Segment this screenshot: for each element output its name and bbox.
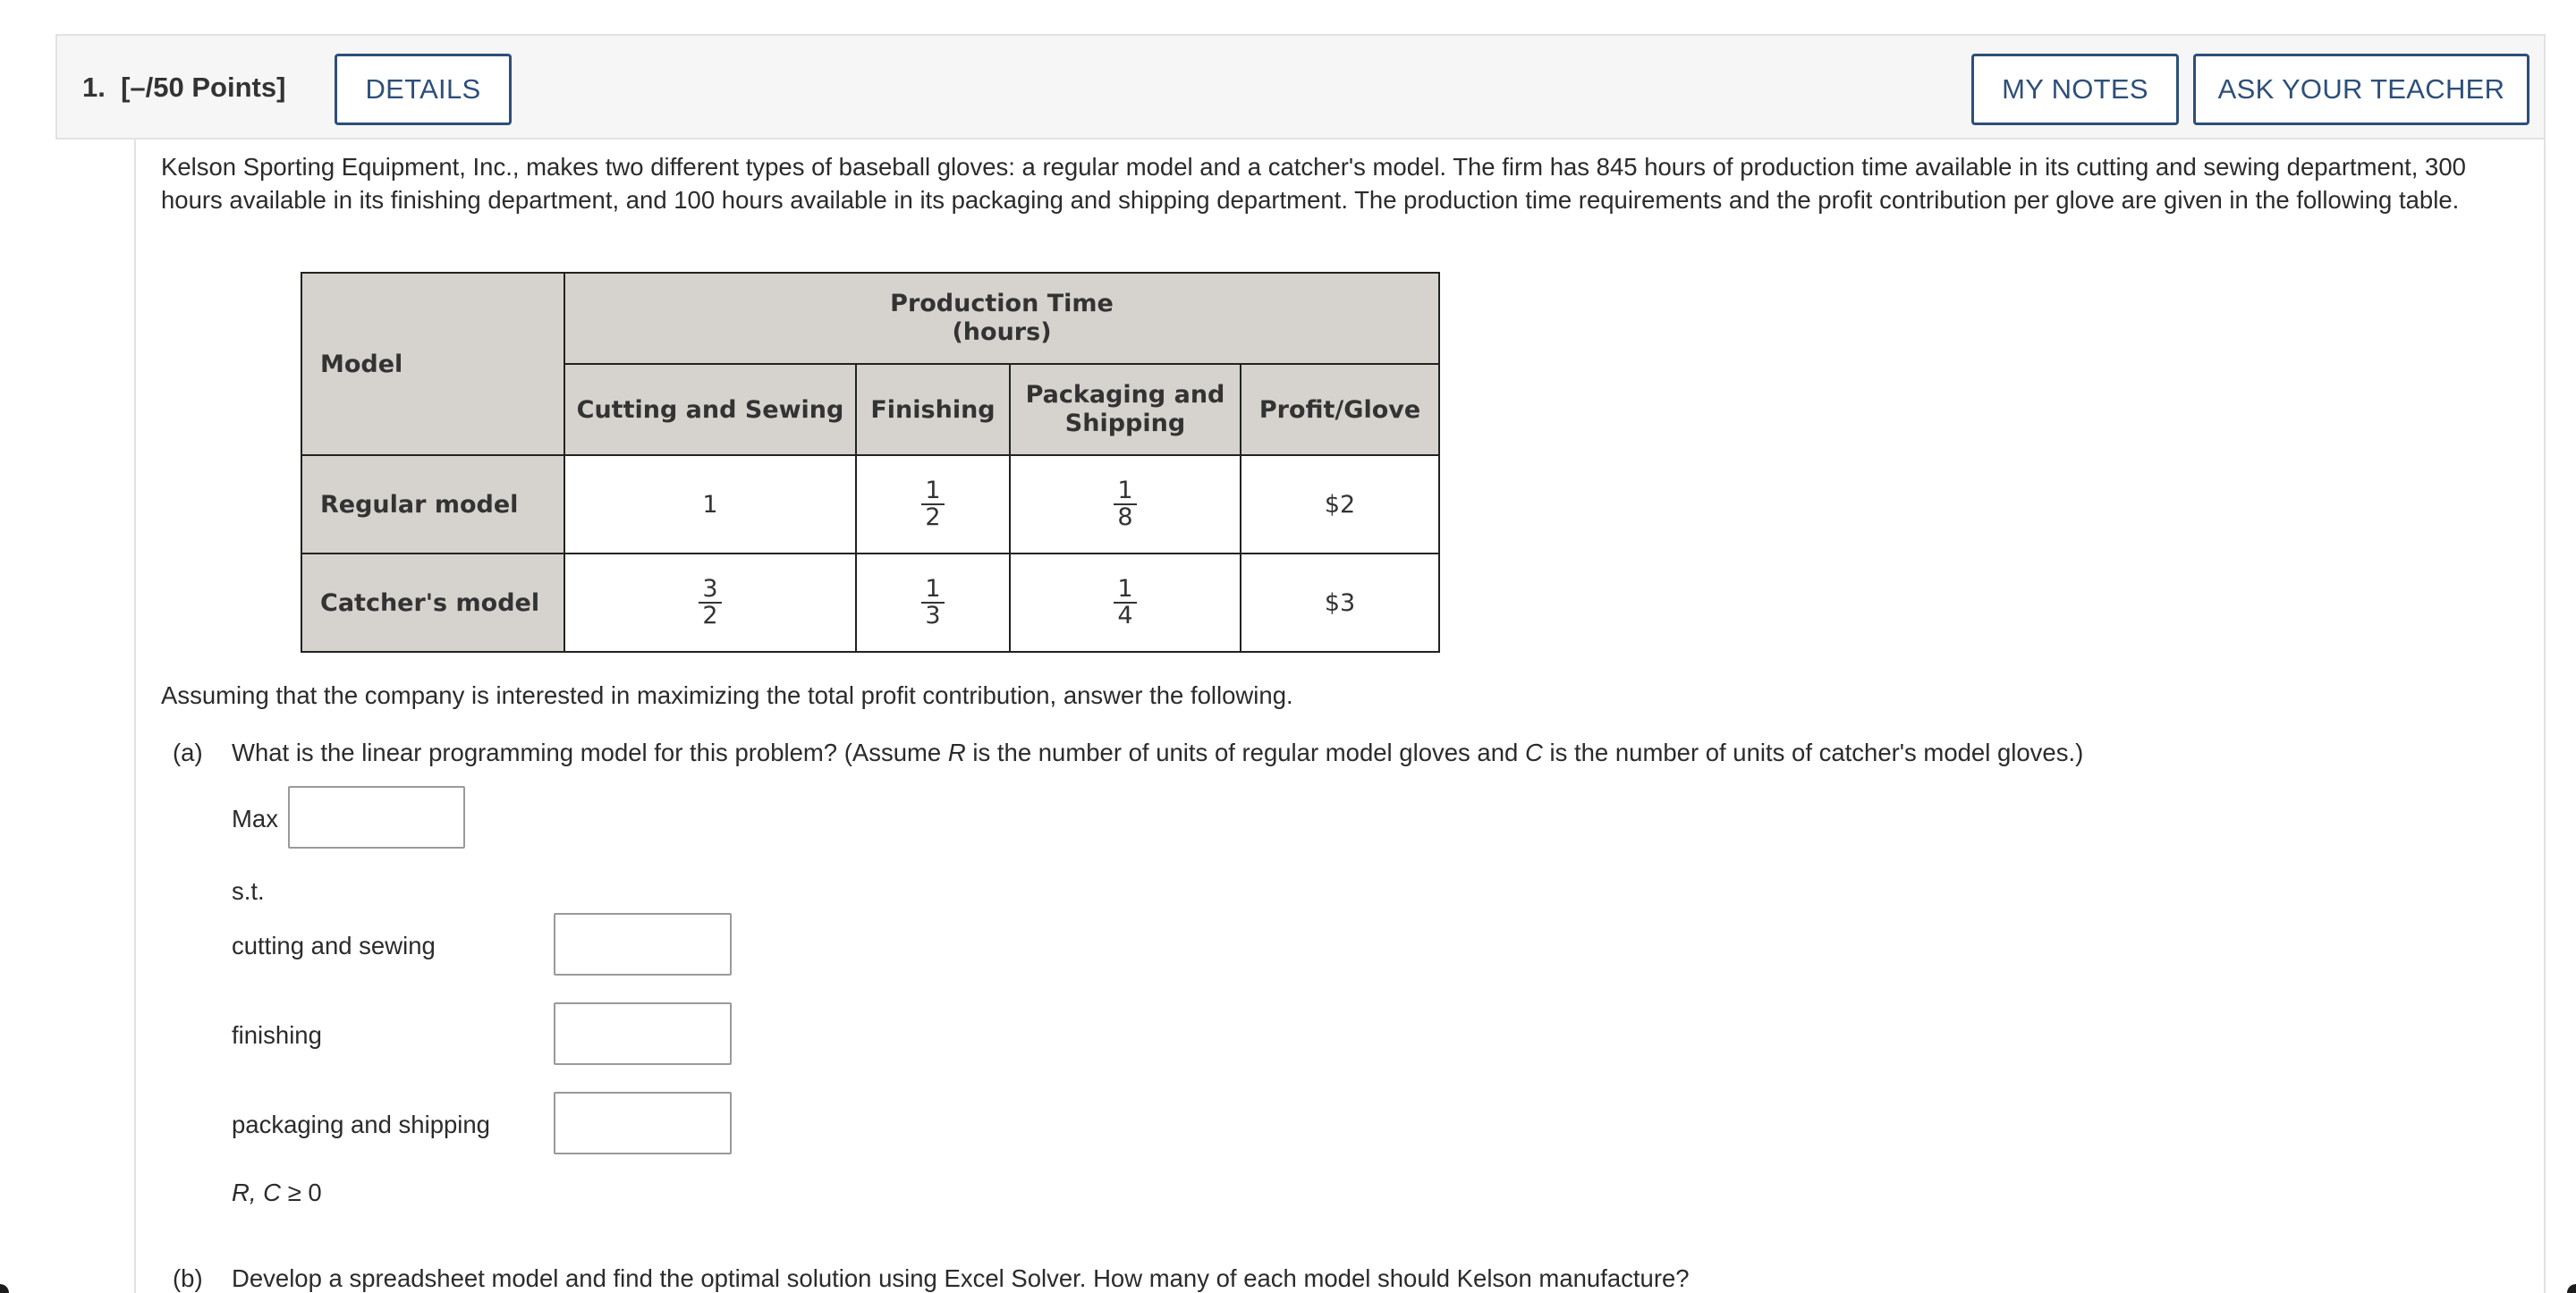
- production-time-header-cell: [564, 273, 1439, 364]
- st-label: s.t.: [232, 877, 265, 905]
- objective-function-input[interactable]: [288, 786, 465, 849]
- finishing-header: Finishing: [870, 395, 996, 424]
- part-b-label: (b): [173, 1264, 203, 1292]
- denominator: 3: [921, 602, 944, 629]
- my-notes-button[interactable]: MY NOTES: [1971, 54, 2179, 125]
- packaging-header-line1: Packaging and: [1025, 381, 1225, 409]
- packaging-header-cell: [1010, 364, 1241, 455]
- numerator: 1: [925, 575, 941, 603]
- cell-regular-packaging: [1010, 455, 1241, 554]
- numerator: 1: [1117, 477, 1133, 504]
- fraction-regular-finishing: [921, 478, 944, 530]
- question-number-label: 1.: [82, 72, 106, 103]
- cutting-sewing-constraint-label: cutting and sewing: [232, 932, 436, 959]
- row-label-regular: Regular model: [320, 490, 519, 519]
- table-row: [301, 554, 1439, 652]
- part-a-question-post: is the number of units of catcher's model gloves.): [1542, 739, 2084, 766]
- denominator: 2: [699, 602, 721, 629]
- part-b-question: Develop a spreadsheet model and find the optimal solution using Excel Solver. How many of each model should Kelson manufacture?: [232, 1264, 1690, 1292]
- details-button[interactable]: DETAILS: [335, 54, 512, 125]
- points-label: [–/50 Points]: [121, 72, 286, 103]
- cutting-sewing-constraint-input[interactable]: [554, 913, 732, 976]
- denominator: 2: [921, 503, 944, 530]
- table-row: [301, 455, 1439, 554]
- denominator: 8: [1114, 503, 1136, 530]
- production-time-unit: (hours): [952, 318, 1052, 346]
- numerator: 3: [702, 575, 718, 603]
- question-number: [82, 72, 285, 104]
- production-time-header: Production Time: [890, 290, 1114, 317]
- ask-your-teacher-button[interactable]: ASK YOUR TEACHER: [2193, 54, 2529, 125]
- value-regular-cutting: 1: [702, 490, 718, 519]
- cell-regular-profit: [1241, 455, 1439, 554]
- cell-catcher-finishing: [856, 554, 1010, 652]
- part-a-question: [232, 739, 2083, 767]
- numerator: 1: [925, 477, 941, 504]
- profit-header: Profit/Glove: [1258, 395, 1421, 424]
- cutting-sewing-header-cell: [564, 364, 856, 455]
- row-label-cell: [301, 455, 564, 554]
- cell-regular-finishing: [856, 455, 1010, 554]
- nonnegativity-relation: ≥ 0: [281, 1179, 322, 1206]
- production-time-table: [301, 272, 1440, 653]
- problem-intro-paragraph: Kelson Sporting Equipment, Inc., makes two different types of baseball gloves: a regular model and a catcher's model. The firm has 845 hours of production time available in its cutting and sewing department, 300 hours available in its finishing department, and 100 hours available in its packaging and shipping department. The production time requirements and the profit contribution per glove are given in the following table.: [161, 153, 2466, 214]
- part-a-question-mid: is the number of units of regular model gloves and: [965, 739, 1525, 766]
- window-corner-right: [2567, 1284, 2576, 1293]
- part-a-label: (a): [173, 739, 203, 766]
- value-catcher-profit: $3: [1324, 588, 1356, 617]
- max-label: Max: [232, 805, 278, 832]
- value-regular-profit: $2: [1324, 490, 1356, 519]
- variable-c: C: [1524, 739, 1543, 766]
- fraction-regular-packaging: [1114, 478, 1136, 530]
- profit-header-cell: [1241, 364, 1439, 455]
- nonnegativity-constraint: [232, 1179, 322, 1207]
- variable-r: R: [947, 739, 966, 766]
- nonnegativity-variables: R, C: [232, 1179, 281, 1206]
- part-a-question-pre: What is the linear programming model for this problem? (Assume: [232, 739, 948, 766]
- packaging-header-line2: Shipping: [1064, 410, 1186, 437]
- row-label-catcher: Catcher's model: [320, 588, 540, 617]
- finishing-constraint-label: finishing: [232, 1021, 322, 1049]
- model-header-cell: [301, 273, 564, 455]
- model-header: Model: [320, 350, 403, 378]
- fraction-catcher-cutting: [699, 577, 721, 629]
- cell-catcher-profit: [1241, 554, 1439, 652]
- packaging-shipping-constraint-input[interactable]: [554, 1092, 732, 1154]
- finishing-constraint-input[interactable]: [554, 1002, 732, 1065]
- assumption-text: Assuming that the company is interested in maximizing the total profit contribution, answer the following.: [161, 681, 1293, 709]
- window-corner-left: [0, 1284, 9, 1293]
- numerator: 1: [1117, 575, 1133, 603]
- finishing-header-cell: [856, 364, 1010, 455]
- packaging-shipping-constraint-label: packaging and shipping: [232, 1111, 490, 1138]
- cell-catcher-packaging: [1010, 554, 1241, 652]
- fraction-catcher-packaging: [1114, 577, 1136, 629]
- cell-catcher-cutting: [564, 554, 856, 652]
- denominator: 4: [1114, 602, 1136, 629]
- fraction-catcher-finishing: [921, 577, 944, 629]
- cell-regular-cutting: [564, 455, 856, 554]
- row-label-cell: [301, 554, 564, 652]
- cutting-sewing-header: Cutting and Sewing: [576, 395, 844, 424]
